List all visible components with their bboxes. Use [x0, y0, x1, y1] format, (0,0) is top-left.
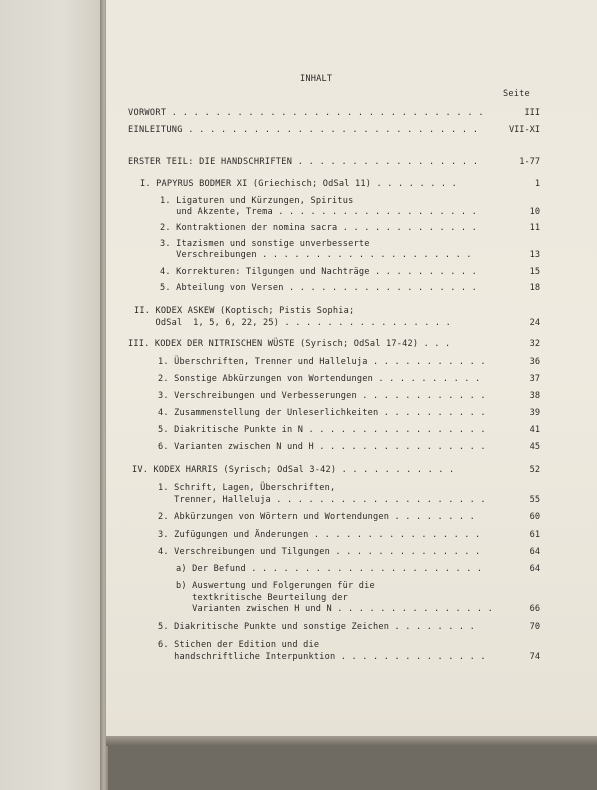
toc-page-erster-teil: 1-77 — [519, 157, 540, 167]
toc-entry-iv-3: 3. Zufügungen und Änderungen . . . . . . . . . . . . . . . . — [158, 530, 481, 540]
toc-entry-iii-1: 1. Überschriften, Trenner und Halleluja . . . . . . . . . . . — [158, 357, 486, 367]
toc-entry-i-1-line1: 1. Ligaturen und Kürzungen, Spiritus — [160, 196, 354, 206]
toc-entry-ii-line1: II. KODEX ASKEW (Koptisch; Pistis Sophia; — [134, 306, 355, 316]
toc-entry-iii-2: 2. Sonstige Abkürzungen von Wortendungen . . . . . . . . . . — [158, 374, 481, 384]
toc-entry-i-1-line2: und Akzente, Trema . . . . . . . . . . . . . . . . . . . — [160, 207, 478, 217]
toc-entry-i-4: 4. Korrekturen: Tilgungen und Nachträge . . . . . . . . . . — [160, 267, 478, 277]
toc-page-i: 1 — [534, 179, 540, 189]
toc-page-iv-4b: 66 — [529, 604, 540, 614]
toc-page-iv-2: 60 — [529, 512, 540, 522]
toc-page-iii-1: 36 — [529, 357, 540, 367]
toc-entry-i-2: 2. Kontraktionen der nomina sacra . . . . . . . . . . . . . — [160, 223, 478, 233]
toc-entry-i-3-line1: 3. Itazismen und sonstige unverbesserte — [160, 239, 370, 249]
toc-page-iv-1: 55 — [529, 495, 540, 505]
toc-entry-iv-4b-line2: textkritische Beurteilung der — [176, 593, 348, 603]
toc-entry-iv: IV. KODEX HARRIS (Syrisch; OdSal 3-42) . . . . . . . . . . . — [132, 465, 455, 475]
toc-entry-i-3-line2: Verschreibungen . . . . . . . . . . . . . . . . . . . . — [160, 250, 472, 260]
toc-page-iii-5: 41 — [529, 425, 540, 435]
toc-page-i-2: 11 — [529, 223, 540, 233]
toc-page-i-4: 15 — [529, 267, 540, 277]
toc-entry-iv-4b-line1: b) Auswertung und Folgerungen für die — [176, 581, 375, 591]
toc-page-iii-2: 37 — [529, 374, 540, 384]
toc-entry-iii-5: 5. Diakritische Punkte in N . . . . . . . . . . . . . . . . . — [158, 425, 486, 435]
toc-entry-erster-teil: ERSTER TEIL: DIE HANDSCHRIFTEN . . . . . . . . . . . . . . . . . — [128, 157, 479, 167]
toc-entry-iii-6: 6. Varianten zwischen N und H . . . . . . . . . . . . . . . . — [158, 442, 486, 452]
toc-page-iv-5: 70 — [529, 622, 540, 632]
toc-entry-iv-4: 4. Verschreibungen und Tilgungen . . . . . . . . . . . . . . — [158, 547, 481, 557]
toc-entry-iii: III. KODEX DER NITRISCHEN WÜSTE (Syrisch; OdSal 17-42) . . . — [128, 339, 451, 349]
toc-page-iv-4a: 64 — [529, 564, 540, 574]
toc-entry-iv-4b-line3: Varianten zwischen H und N . . . . . . . . . . . . . . . — [176, 604, 494, 614]
page-column-label: Seite — [503, 89, 530, 99]
toc-entry-iii-4: 4. Zusammenstellung der Unleserlichkeiten . . . . . . . . . . — [158, 408, 486, 418]
toc-entry-ii-line2: OdSal 1, 5, 6, 22, 25) . . . . . . . . . . . . . . . . — [134, 318, 452, 328]
toc-entry-iv-4a: a) Der Befund . . . . . . . . . . . . . . . . . . . . . . — [176, 564, 483, 574]
toc-page-iii: 32 — [529, 339, 540, 349]
toc-entry-einleitung: EINLEITUNG . . . . . . . . . . . . . . . . . . . . . . . . . . . — [128, 125, 479, 135]
toc-page-iv: 52 — [529, 465, 540, 475]
toc-page-iii-6: 45 — [529, 442, 540, 452]
toc-page-i-1: 10 — [529, 207, 540, 217]
toc-page-vorwort: III — [524, 108, 540, 118]
toc-page-iv-4: 64 — [529, 547, 540, 557]
toc-title: INHALT — [300, 74, 333, 84]
toc-entry-iv-1-line2: Trenner, Halleluja . . . . . . . . . . . . . . . . . . . . — [158, 495, 486, 505]
toc-page-i-3: 13 — [529, 250, 540, 260]
toc-entry-iii-3: 3. Verschreibungen und Verbesserungen . . . . . . . . . . . . — [158, 391, 486, 401]
toc-entry-i-5: 5. Abteilung von Versen . . . . . . . . . . . . . . . . . . — [160, 283, 478, 293]
toc-entry-iv-1-line1: 1. Schrift, Lagen, Überschriften, — [158, 483, 336, 493]
toc-entry-iv-6-line2: handschriftliche Interpunktion . . . . . . . . . . . . . . — [158, 652, 486, 662]
toc-entry-iv-5: 5. Diakritische Punkte und sonstige Zeichen . . . . . . . . — [158, 622, 476, 632]
toc-page-ii: 24 — [529, 318, 540, 328]
toc-entry-vorwort: VORWORT . . . . . . . . . . . . . . . . . . . . . . . . . . . . . — [128, 108, 484, 118]
toc-entry-iv-6-line1: 6. Stichen der Edition und die — [158, 640, 320, 650]
toc-page-i-5: 18 — [529, 283, 540, 293]
toc-page-iii-4: 39 — [529, 408, 540, 418]
toc-page-iv-3: 61 — [529, 530, 540, 540]
toc-entry-i: I. PAPYRUS BODMER XI (Griechisch; OdSal 11) . . . . . . . . — [140, 179, 458, 189]
toc-entry-iv-2: 2. Abkürzungen von Wörtern und Wortendungen . . . . . . . . — [158, 512, 476, 522]
toc-page-iii-3: 38 — [529, 391, 540, 401]
facing-page — [0, 0, 104, 790]
toc-page-einleitung: VII-XI — [508, 125, 540, 135]
page-edge-shadow — [106, 736, 597, 746]
toc-page-iv-6: 74 — [529, 652, 540, 662]
